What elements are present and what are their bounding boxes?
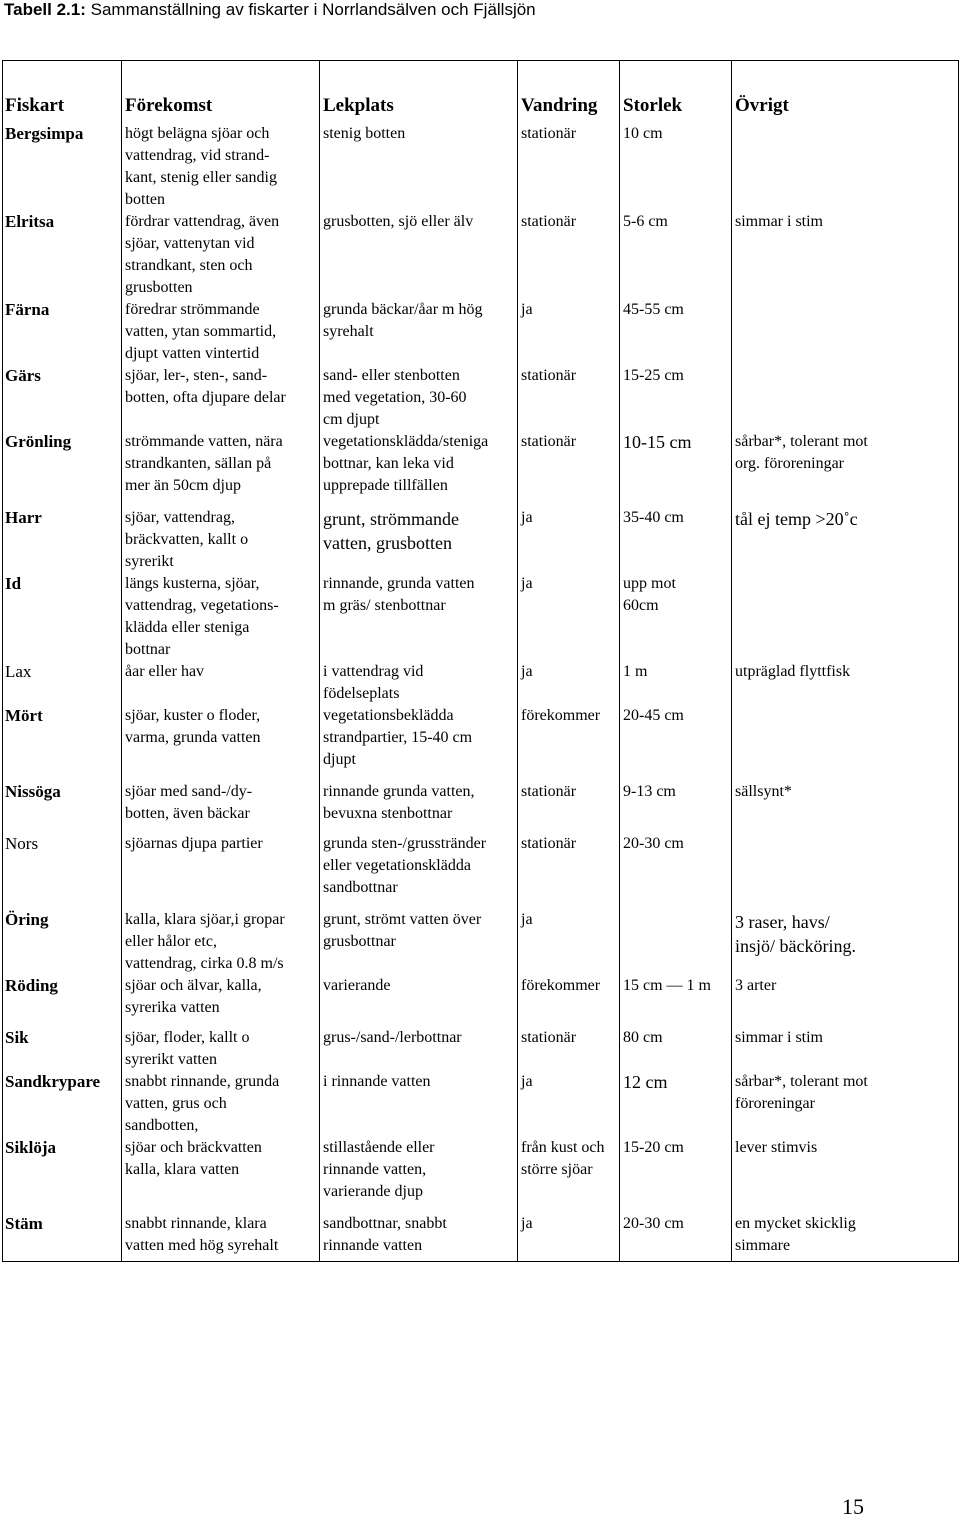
occurrence-cell: längs kusterna, sjöar, vattendrag, vegetations- klädda eller steniga bottnar (125, 575, 279, 658)
fish-name: Öring (5, 910, 49, 929)
size-cell: 5-6 cm (623, 213, 668, 230)
page-number: 15 (842, 1494, 864, 1519)
occurrence-cell: högt belägna sjöar och vattendrag, vid strand- kant, stenig eller sandig botten (125, 125, 277, 208)
occurrence-cell: sjöar, vattendrag, bräckvatten, kallt o syrerikt (125, 509, 249, 570)
occurrence-cell: sjöar, kuster o floder, varma, grunda vatten (125, 707, 261, 746)
migration-cell: ja (521, 1215, 533, 1232)
notes-cell: 3 raser, havs/ insjö/ bäcköring. (735, 912, 856, 956)
fish-name: Nors (5, 834, 39, 853)
fish-name: Grönling (5, 432, 72, 451)
header-storlek: Storlek (623, 95, 683, 116)
table-caption (4, 0, 536, 20)
fish-name: Sandkrypare (5, 1072, 101, 1091)
column-divider (731, 61, 732, 1261)
size-cell: 15 cm — 1 m (623, 977, 711, 994)
fish-name: Elritsa (5, 212, 55, 231)
occurrence-cell: fördrar vattendrag, även sjöar, vattenytan vid strandkant, sten och grusbotten (125, 213, 280, 296)
spawning-cell: sand- eller stenbotten med vegetation, 30-60 cm djupt (323, 367, 467, 428)
occurrence-cell: sjöar och bräckvatten kalla, klara vatten (125, 1139, 262, 1178)
fish-name: Mört (5, 706, 43, 725)
notes-cell: 3 arter (735, 977, 777, 994)
spawning-cell: sandbottnar, snabbt rinnande vatten (323, 1215, 447, 1254)
size-cell: 15-25 cm (623, 367, 684, 384)
size-cell: 35-40 cm (623, 509, 684, 526)
migration-cell: stationär (521, 835, 577, 852)
size-cell: upp mot 60cm (623, 575, 676, 614)
spawning-cell: varierande (323, 977, 391, 994)
occurrence-cell: föredrar strömmande vatten, ytan sommartid, djupt vatten vintertid (125, 301, 277, 362)
size-cell: 45-55 cm (623, 301, 684, 318)
occurrence-cell: åar eller hav (125, 663, 205, 680)
spawning-cell: grunt, strömt vatten över grusbottnar (323, 911, 482, 950)
size-cell: 12 cm (623, 1072, 668, 1092)
column-divider (619, 61, 620, 1261)
spawning-cell: i vattendrag vid födelseplats (323, 663, 424, 702)
size-cell: 20-30 cm (623, 1215, 684, 1232)
fish-name: Sik (5, 1028, 29, 1047)
migration-cell: ja (521, 575, 533, 592)
spawning-cell: grunt, strömmande vatten, grusbotten (323, 509, 459, 553)
migration-cell: stationär (521, 1029, 577, 1046)
notes-cell: lever stimvis (735, 1139, 818, 1156)
notes-cell: sällsynt* (735, 783, 792, 800)
notes-cell: simmar i stim (735, 213, 823, 230)
migration-cell: stationär (521, 783, 577, 800)
spawning-cell: i rinnande vatten (323, 1073, 431, 1090)
column-divider (517, 61, 518, 1261)
occurrence-cell: snabbt rinnande, grunda vatten, grus och sandbotten, (125, 1073, 280, 1134)
fish-name: Färna (5, 300, 50, 319)
table-caption-text: Sammanställning av fiskarter i Norrlandsälven och Fjällsjön (85, 0, 536, 19)
occurrence-cell: sjöar, floder, kallt o syrerikt vatten (125, 1029, 250, 1068)
occurrence-cell: strömmande vatten, nära strandkanten, sällan på mer än 50cm djup (125, 433, 283, 494)
spawning-cell: grunda sten-/grusstränder eller vegetationsklädda sandbottnar (323, 835, 487, 896)
size-cell: 20-45 cm (623, 707, 684, 724)
notes-cell: sårbar*, tolerant mot org. föroreningar (735, 433, 868, 472)
migration-cell: stationär (521, 433, 577, 450)
migration-cell: stationär (521, 213, 577, 230)
spawning-cell: rinnande, grunda vatten m gräs/ stenbottnar (323, 575, 475, 614)
fish-name: Nissöga (5, 782, 61, 801)
notes-cell: sårbar*, tolerant mot föroreningar (735, 1073, 868, 1112)
size-cell: 9-13 cm (623, 783, 676, 800)
fish-name: Stäm (5, 1214, 43, 1233)
migration-cell: förekommer (521, 707, 601, 724)
size-cell: 15-20 cm (623, 1139, 684, 1156)
size-cell: 10-15 cm (623, 432, 692, 452)
fish-species-table (2, 60, 959, 1262)
column-divider (319, 61, 320, 1261)
migration-cell: ja (521, 301, 533, 318)
fish-name: Id (5, 574, 22, 593)
header-forekomst: Förekomst (125, 95, 213, 116)
size-cell: 10 cm (623, 125, 663, 142)
spawning-cell: vegetationsklädda/steniga bottnar, kan leka vid upprepade tillfällen (323, 433, 489, 494)
fish-name: Siklöja (5, 1138, 57, 1157)
migration-cell: stationär (521, 125, 577, 142)
notes-cell: en mycket skicklig simmare (735, 1215, 856, 1254)
spawning-cell: stenig botten (323, 125, 406, 142)
size-cell: 1 m (623, 663, 648, 680)
header-ovrigt: Övrigt (735, 95, 789, 116)
notes-cell: simmar i stim (735, 1029, 823, 1046)
migration-cell: ja (521, 509, 533, 526)
spawning-cell: vegetationsbeklädda strandpartier, 15-40 cm djupt (323, 707, 473, 768)
header-fiskart: Fiskart (5, 95, 65, 116)
size-cell: 20-30 cm (623, 835, 684, 852)
occurrence-cell: sjöarnas djupa partier (125, 835, 263, 852)
migration-cell: ja (521, 1073, 533, 1090)
occurrence-cell: kalla, klara sjöar,i gropar eller hålor etc, vattendrag, cirka 0.8 m/s (125, 911, 285, 972)
migration-cell: ja (521, 663, 533, 680)
migration-cell: stationär (521, 367, 577, 384)
migration-cell: från kust och större sjöar (521, 1139, 605, 1178)
fish-name: Bergsimpa (5, 124, 84, 143)
migration-cell: förekommer (521, 977, 601, 994)
spawning-cell: grusbotten, sjö eller älv (323, 213, 474, 230)
table-caption-label: Tabell 2.1: (4, 0, 86, 19)
header-vandring: Vandring (521, 95, 598, 116)
notes-cell: tål ej temp >20˚c (735, 509, 858, 529)
occurrence-cell: sjöar och älvar, kalla, syrerika vatten (125, 977, 262, 1016)
spawning-cell: grus-/sand-/lerbottnar (323, 1029, 462, 1046)
spawning-cell: stillastående eller rinnande vatten, varierande djup (323, 1139, 435, 1200)
migration-cell: ja (521, 911, 533, 928)
occurrence-cell: sjöar med sand-/dy- botten, även bäckar (125, 783, 253, 822)
fish-name: Lax (5, 662, 32, 681)
spawning-cell: rinnande grunda vatten, bevuxna stenbottnar (323, 783, 475, 822)
fish-name: Harr (5, 508, 42, 527)
size-cell: 80 cm (623, 1029, 663, 1046)
header-lekplats: Lekplats (323, 95, 394, 116)
fish-name: Gärs (5, 366, 41, 385)
spawning-cell: grunda bäckar/åar m hög syrehalt (323, 301, 483, 340)
column-divider (121, 61, 122, 1261)
fish-name: Röding (5, 976, 58, 995)
occurrence-cell: sjöar, ler-, sten-, sand- botten, ofta djupare delar (125, 367, 286, 406)
notes-cell: utpräglad flyttfisk (735, 663, 851, 680)
occurrence-cell: snabbt rinnande, klara vatten med hög syrehalt (125, 1215, 279, 1254)
